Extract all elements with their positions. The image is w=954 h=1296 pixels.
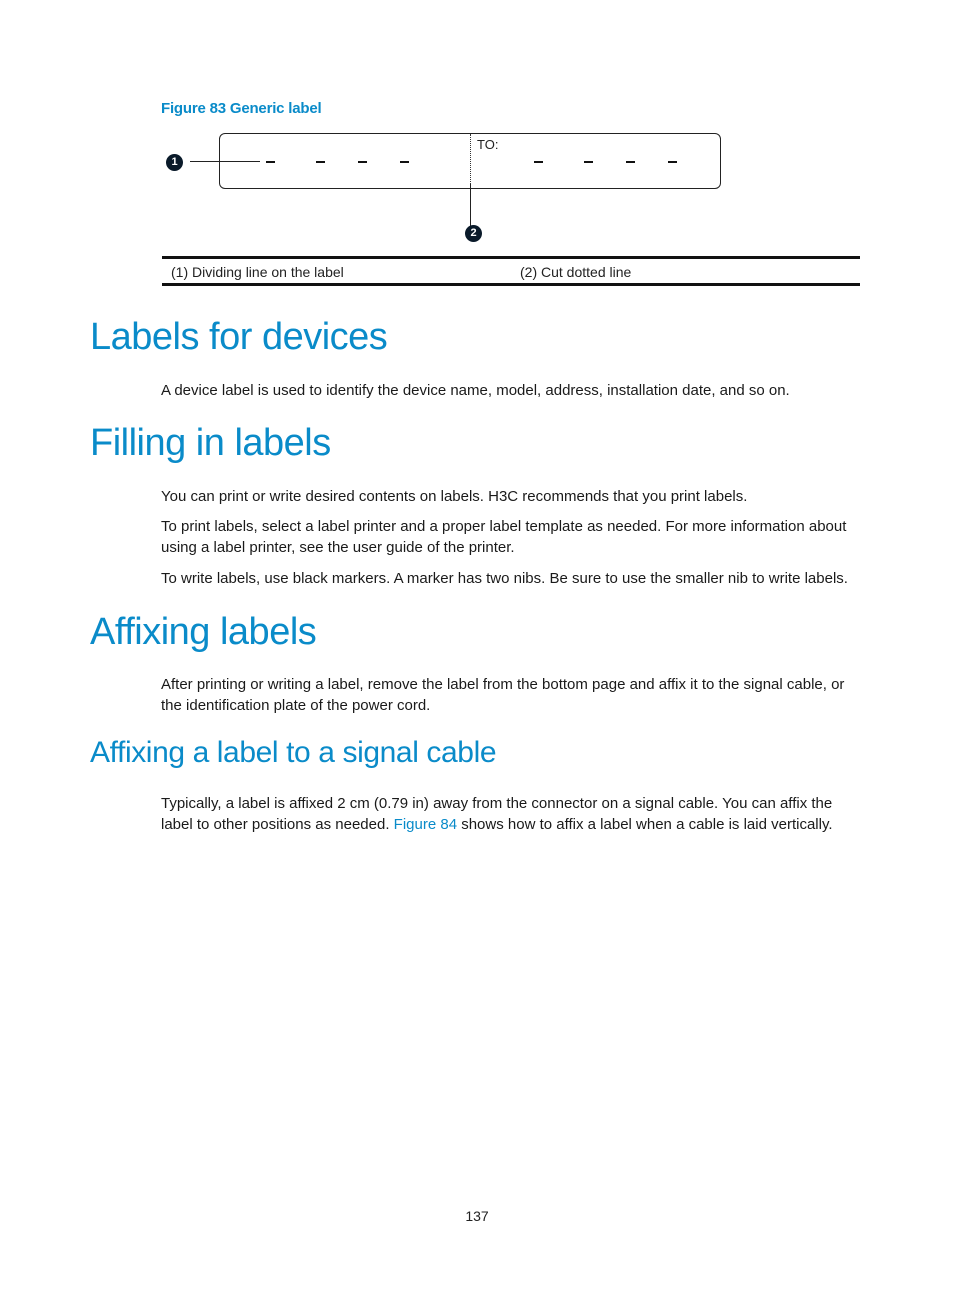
legend-item-1: (1) Dividing line on the label [171,264,344,280]
heading-affixing-labels: Affixing labels [90,611,317,653]
paragraph-print-or-write: You can print or write desired contents on labels. H3C recommends that you print labels. [161,488,748,505]
page-number: 137 [465,1208,489,1224]
blank-dash [534,161,543,163]
callout-1-icon: 1 [166,154,183,171]
figure-84-link[interactable]: Figure 84 [393,816,458,833]
legend-item-2: (2) Cut dotted line [520,264,632,280]
generic-label-figure [160,128,862,288]
heading-labels-for-devices: Labels for devices [90,316,388,358]
blank-dash [266,161,275,163]
blank-dash [400,161,409,163]
blank-dash [358,161,367,163]
signal-cable-text-before: Typically, a label is affixed 2 cm (0.79 in) away from the connector on a signal cable. You can affix the label to other positions as needed. [161,795,833,833]
paragraph-print-labels: To print labels, select a label printer and a proper label template as needed. For more information about using a label printer, see the user guide of the printer. [161,518,847,556]
signal-cable-text-after: shows how to affix a label when a cable is laid vertically. [461,816,833,833]
paragraph-signal-cable [161,793,867,835]
paragraph-device-label: A device label is used to identify the device name, model, address, installation date, and so on. [161,382,790,399]
heading-filling-in-labels: Filling in labels [90,422,331,464]
blank-dash [668,161,677,163]
cut-dotted-line [470,134,471,188]
figure-caption: Figure 83 Generic label [161,100,322,117]
to-label: TO: [477,137,499,152]
paragraph-affixing-labels: After printing or writing a label, remove the label from the bottom page and affix it to the signal cable, or the identification plate of the power cord. [161,676,845,714]
callout-2-leader [470,184,471,226]
blank-dash [626,161,635,163]
heading-affixing-signal-cable: Affixing a label to a signal cable [90,736,497,769]
figure-legend [162,256,860,286]
blank-dash [584,161,593,163]
blank-dash [316,161,325,163]
paragraph-write-labels: To write labels, use black markers. A marker has two nibs. Be sure to use the smaller nib to write labels. [161,570,848,587]
callout-2-icon: 2 [465,225,482,242]
